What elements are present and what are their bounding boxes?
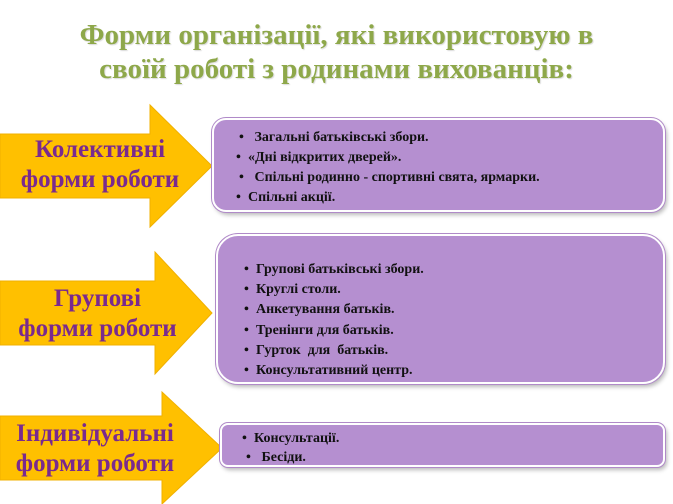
bullet-icon: •: [244, 302, 249, 318]
bullet-icon: •: [239, 170, 244, 185]
arrow-group-forms: [0, 252, 212, 374]
list-item: [244, 361, 663, 381]
list-item-text: Тренінги для батьків.: [256, 322, 394, 338]
list-item-text: Спільні акції.: [248, 190, 336, 205]
list-collective-forms: [236, 128, 663, 208]
box-group-forms: [216, 234, 665, 384]
bullet-icon: •: [239, 130, 244, 145]
bullet-icon: •: [242, 431, 247, 446]
arrow-label-collective-line-2: форми роботи: [20, 166, 180, 193]
list-item-text: Круглі столи.: [256, 282, 341, 298]
list-item: [244, 321, 663, 341]
box-collective-forms: [212, 118, 665, 212]
list-item: [236, 188, 663, 208]
list-group-forms: [244, 260, 663, 381]
slide-title-line-1: Форми організації, які використовую в: [79, 19, 594, 51]
list-item: [244, 341, 663, 361]
arrow-label-collective: [0, 135, 200, 195]
arrow-collective-forms: [0, 105, 212, 227]
list-item: [236, 148, 663, 168]
list-item-text: Спільні родинно - спортивні свята, ярмарки.: [254, 170, 540, 185]
list-item: [242, 448, 663, 467]
list-item: [244, 300, 663, 320]
arrow-label-individual-line-2: форми роботи: [15, 450, 175, 477]
bullet-icon: •: [244, 342, 249, 358]
bullet-icon: •: [236, 190, 241, 205]
bullet-icon: •: [244, 262, 249, 277]
box-individual-forms: [220, 423, 665, 467]
bullet-icon: •: [244, 363, 249, 379]
arrow-label-group-line-1: Групові: [53, 285, 142, 312]
list-item: [236, 128, 663, 148]
arrow-label-group: [0, 284, 195, 344]
list-item: [236, 168, 663, 188]
bullet-icon: •: [246, 450, 251, 465]
arrow-label-individual: [0, 419, 190, 479]
list-individual-forms: [242, 429, 663, 467]
list-item-text: Групові батьківські збори.: [256, 262, 424, 277]
slide-title: [0, 18, 673, 86]
list-item-text: «Дні відкритих дверей».: [248, 150, 402, 165]
bullet-icon: •: [244, 282, 249, 298]
bullet-icon: •: [244, 322, 249, 338]
list-item: [244, 260, 663, 280]
bullet-icon: •: [236, 150, 241, 165]
arrow-label-individual-line-1: Індивідуальні: [16, 420, 174, 447]
list-item-text: Консультації.: [254, 431, 340, 446]
arrow-individual-forms: [0, 392, 222, 504]
slide-title-line-2: своїй роботі з родинами вихованців:: [99, 53, 574, 85]
list-item: [244, 280, 663, 300]
list-item-text: Консультативний центр.: [256, 363, 413, 379]
list-item-text: Анкетування батьків.: [256, 302, 395, 318]
list-item: [242, 429, 663, 448]
list-item-text: Гурток для батьків.: [256, 342, 389, 358]
list-item-text: Бесіди.: [261, 450, 306, 465]
arrow-label-group-line-2: форми роботи: [18, 315, 177, 342]
list-item-text: Загальні батьківські збори.: [254, 130, 429, 145]
arrow-label-collective-line-1: Колективні: [34, 136, 166, 163]
